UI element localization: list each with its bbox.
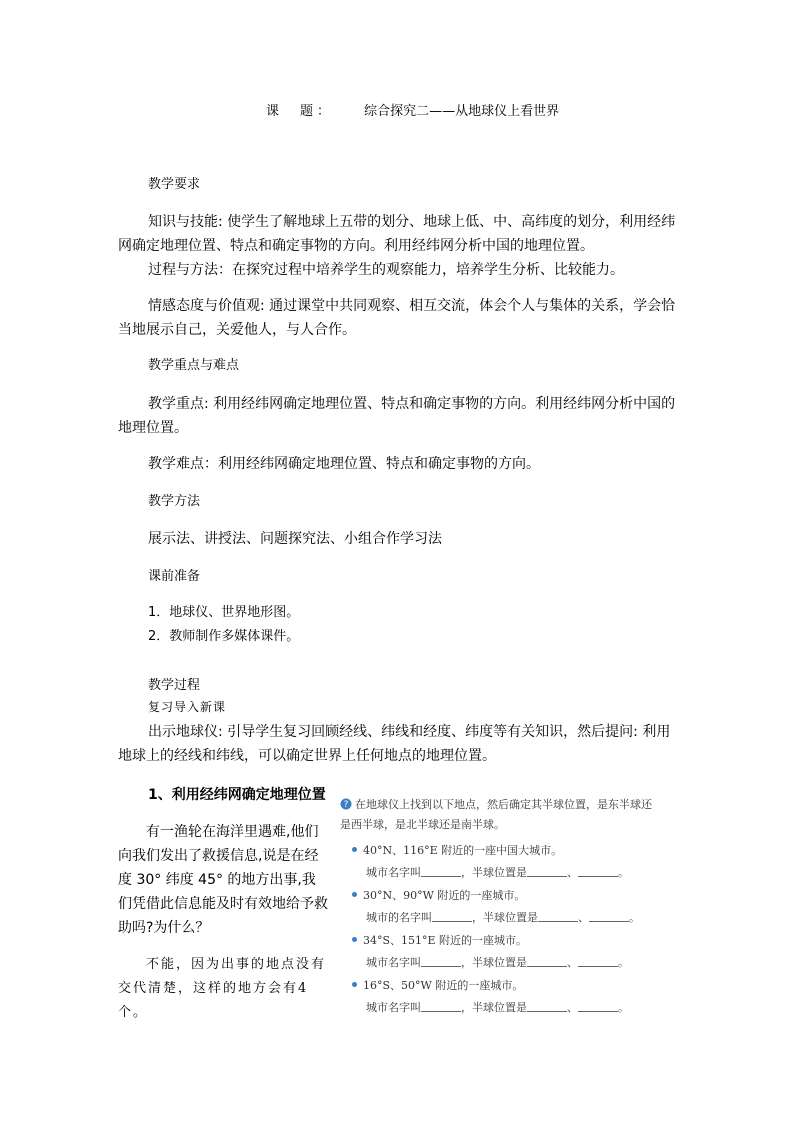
exercise-question-text: 在地球仪上找到以下地点，然后确定其半球位置，是东半球还是西半球，是北半球还是南半球。 (340, 798, 652, 831)
prep-item-2: 2．教师制作多媒体课件。 (148, 629, 300, 644)
answer-city-label: 城市名字叫 (366, 1001, 421, 1014)
end-mark: 。 (618, 866, 629, 879)
answer-city-label: 城市名字叫 (366, 866, 421, 879)
textbook-exercise-panel (338, 795, 658, 1027)
process-paragraph: 过程与方法：在探究过程中培养学生的观察能力，培养学生分析、比较能力。 (148, 262, 624, 278)
exercise-item-3 (352, 931, 527, 951)
hemisphere-blank-a[interactable] (527, 955, 567, 967)
separator: 、 (567, 956, 578, 969)
lesson-title-text: 综合探究二——从地球仪上看世界 (364, 104, 560, 119)
exercise-item-4 (352, 976, 523, 996)
item-coord: 34°S、151°E 附近的一座城市。 (363, 934, 528, 947)
separator: 、 (578, 911, 589, 924)
sub1-heading: 1、利用经纬网确定地理位置 (148, 787, 326, 803)
city-blank[interactable] (421, 1000, 461, 1012)
exercise-item-2 (352, 886, 525, 906)
key-point-paragraph: 教学重点: 利用经纬网确定地理位置、特点和确定事物的方向。利用经纬网分析中国的地理位置。 (118, 396, 676, 436)
end-mark: 。 (618, 1001, 629, 1014)
attitude-paragraph: 情感态度与价值观: 通过课堂中共同观察、相互交流，体会个人与集体的关系，学会恰当地展示自己，关爱他人，与人合作。 (118, 298, 676, 338)
knowledge-paragraph: 知识与技能: 使学生了解地球上五带的划分、地球上低、中、高纬度的划分，利用经纬网确定地理位置、特点和确定事物的方向。利用经纬网分析中国的地理位置。 (118, 214, 676, 254)
answer-hemisphere-label: ，半球位置是 (472, 911, 538, 924)
hemisphere-blank-b[interactable] (578, 1000, 618, 1012)
answer-hemisphere-label: ，半球位置是 (461, 956, 527, 969)
difficulty-paragraph: 教学难点：利用经纬网确定地理位置、特点和确定事物的方向。 (148, 456, 540, 472)
question-circle-icon (340, 798, 352, 810)
bullet-icon (352, 937, 357, 942)
lesson-title-label: 课 题： (266, 104, 335, 119)
answer-paragraph: 不能，因为出事的地点没有交代清楚，这样的地方会有4个。 (118, 957, 327, 1020)
svg-text:?: ? (343, 800, 349, 810)
method-heading: 教学方法 (148, 494, 201, 509)
hemisphere-blank-a[interactable] (527, 865, 567, 877)
separator: 、 (567, 866, 578, 879)
story-paragraph: 有一渔轮在海洋里遇难,他们向我们发出了救援信息,说是在经度 30° 纬度 45° 的地方出事,我们凭借此信息能及时有效地给予救助吗?为什么？ (118, 824, 328, 936)
exercise-item-1 (352, 841, 562, 861)
bullet-icon (352, 982, 357, 987)
item-coord: 30°N、90°W 附近的一座城市。 (363, 889, 526, 902)
methods-text: 展示法、讲授法、问题探究法、小组合作学习法 (148, 531, 442, 547)
exercise-answer-line-2 (366, 908, 640, 928)
city-blank[interactable] (432, 910, 472, 922)
exercise-answer-line-1 (366, 863, 629, 883)
hemisphere-blank-a[interactable] (538, 910, 578, 922)
key-heading: 教学重点与难点 (148, 358, 240, 373)
end-mark: 。 (629, 911, 640, 924)
bullet-icon (352, 847, 357, 852)
end-mark: 。 (618, 956, 629, 969)
requirements-heading: 教学要求 (148, 177, 201, 192)
prep-item-1: 1．地球仪、世界地形图。 (148, 605, 300, 620)
city-blank[interactable] (421, 955, 461, 967)
answer-hemisphere-label: ，半球位置是 (461, 866, 527, 879)
lesson-title (266, 100, 559, 119)
hemisphere-blank-b[interactable] (578, 865, 618, 877)
item-coord: 16°S、50°W 附近的一座城市。 (363, 979, 524, 992)
answer-hemisphere-label: ，半球位置是 (461, 1001, 527, 1014)
item-coord: 40°N、116°E 附近的一座中国大城市。 (363, 844, 563, 857)
exercise-answer-line-3 (366, 953, 629, 973)
answer-city-label: 城市的名字叫 (366, 911, 432, 924)
separator: 、 (567, 1001, 578, 1014)
prep-heading: 课前准备 (148, 569, 201, 584)
process-heading: 教学过程 (148, 678, 201, 693)
exercise-answer-line-4 (366, 998, 629, 1018)
hemisphere-blank-a[interactable] (527, 1000, 567, 1012)
exercise-question (340, 795, 656, 835)
answer-city-label: 城市名字叫 (366, 956, 421, 969)
city-blank[interactable] (421, 865, 461, 877)
intro-paragraph: 出示地球仪: 引导学生复习回顾经线、纬线和经度、纬度等有关知识，然后提问: 利用地球上的经线和纬线，可以确定世界上任何地点的地理位置。 (118, 724, 671, 764)
bullet-icon (352, 892, 357, 897)
hemisphere-blank-b[interactable] (589, 910, 629, 922)
hemisphere-blank-b[interactable] (578, 955, 618, 967)
review-label: 复习导入新课 (148, 700, 227, 714)
